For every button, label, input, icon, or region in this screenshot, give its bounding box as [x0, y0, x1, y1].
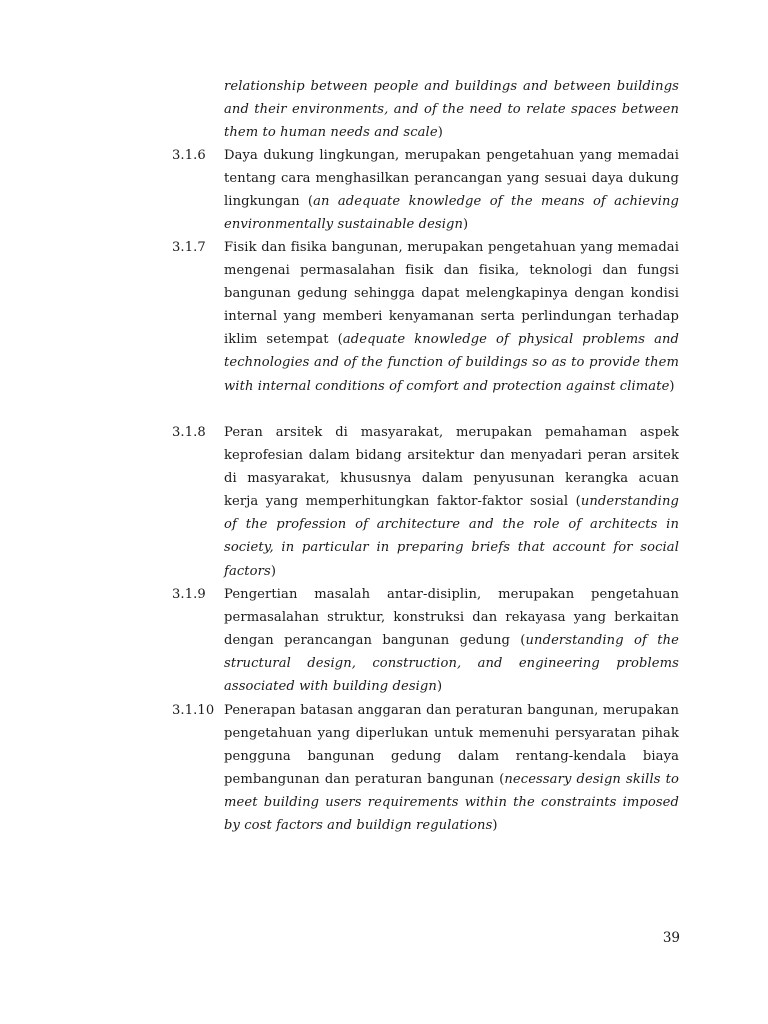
item-close: ) — [492, 818, 498, 834]
item-italic: an adequate knowledge of the means of achieving environmentally sustainable design — [224, 194, 679, 233]
item-3-1-9-text — [224, 583, 679, 698]
item-3-1-6-text — [224, 144, 679, 236]
item-number: 3.1.8 — [172, 425, 206, 440]
item-3-1-8-text — [224, 421, 679, 583]
page-number: 39 — [662, 930, 680, 946]
item-number: 3.1.9 — [172, 587, 206, 602]
item-close: ) — [436, 679, 443, 695]
item-text: Daya dukung lingkungan, merupakan pengetahuan yang memadai tentang cara menghasilkan perancangan yang sesuai daya dukung lingkungan ( — [224, 148, 679, 210]
intro-close: ) — [437, 125, 443, 141]
item-close: ) — [669, 378, 675, 394]
item-italic: understanding of the structural design, construction, and engineering problems associated with building design — [224, 633, 680, 695]
item-text: Penerapan batasan anggaran dan peraturan bangunan, merupakan pengetahuan yang diperlukan untuk memenuhi persyaratan pihak pengguna bangunan gedung dalam rentang-kendala biaya pembangunan dan peraturan bangunan ( — [224, 703, 679, 788]
intro-paragraph — [224, 75, 679, 144]
item-close: ) — [463, 217, 469, 233]
item-close: ) — [270, 563, 277, 579]
item-text: Pengertian masalah antar-disiplin, merupakan pengetahuan permasalahan struktur, konstruksi dan rekayasa yang berkaitan dengan perancangan bangunan gedung ( — [224, 587, 679, 649]
item-text: Peran arsitek di masyarakat, merupakan pemahaman aspek keprofesian dalam bidang arsitektur dan menyadari peran arsitek di masyarakat, khususnya dalam penyusunan kerangka acuan kerja yang memperhitungkan faktor-faktor sosial ( — [224, 425, 679, 510]
intro-italic: relationship between people and buildings and between buildings and their environments, and of the need to relate spaces between them to human needs and scale — [224, 79, 679, 141]
item-3-1-7-text — [224, 236, 679, 398]
item-number: 3.1.7 — [172, 240, 206, 255]
item-italic: understanding of the profession of architecture and the role of architects in society, in particular in preparing briefs that account for social factors — [224, 494, 679, 579]
item-italic: necessary design skills to meet building users requirements within the constraints imposed by cost factors and buildign regulations — [224, 772, 679, 834]
item-number: 3.1.10 — [172, 703, 215, 718]
item-italic: adequate knowledge of physical problems and technologies and of the function of buildings so as to provide them with internal conditions of comfort and protection against climate — [224, 332, 679, 394]
item-text: Fisik dan fisika bangunan, merupakan pengetahuan yang memadai mengenai permasalahan fisik dan fisika, teknologi dan fungsi bangunan gedung sehingga dapat melengkapinya dengan kondisi internal yang memberi kenyamanan serta perlindungan terhadap iklim setempat ( — [224, 240, 679, 348]
item-3-1-10-text — [224, 699, 679, 838]
item-number: 3.1.6 — [172, 148, 206, 163]
